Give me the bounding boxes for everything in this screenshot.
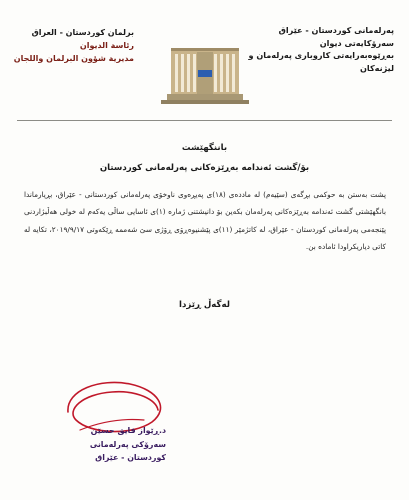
arabic-letterhead [13, 26, 134, 65]
invitation-heading: باننگهێشت [181, 143, 228, 153]
closing-greeting: لەگەڵ ڕێزدا [179, 300, 230, 310]
signatory-name: د.ڕێواز فایق حسێن [90, 426, 166, 435]
addressee-line: بۆ/گشت ئەندامە بەڕێزەکانی پەرلەمانی کوردستان [99, 163, 310, 173]
letterhead-line: لیژنەکان [360, 62, 394, 73]
letter-subject [0, 138, 409, 178]
letterhead-line: سەرۆکایەتی دیوان [319, 37, 394, 48]
letterhead-line: بەڕێوەبەرایەتی کاروباری پەرلەمان و [248, 50, 394, 60]
letter-body: پشت بەستن بە حوکمی بڕگەی (سێیەم) لە ماددەی (١٨)ی پەیڕەوی ناوخۆی پەرلەمانی کوردستانی - عێراق، بڕیارماندا بانگهێشتی گشت ئەندامە بەڕێزەکانی پەرلەمان بکەین بۆ دانیشتنی ژمارە (١)ی ئاسایی ساڵی یەکەم لە خولی هەڵبژاردنی پێنجەمی پەرلەمانی کوردستان - عێراق، لە کاتژمێر (١١)ی پێشنیوەڕۆی ڕۆژی سێ شەممە ڕێکەوتی ٢٠١٩/٩/١٧، تکایە لە کاتی دیاریکراودا ئامادە بن. [24, 190, 386, 251]
parliament-building-icon [157, 44, 253, 106]
kurdish-letterhead [249, 24, 395, 74]
signatory-title: سەرۆکی پەرلەمانی [89, 440, 166, 449]
letterhead-line: برلمان كوردستان - العراق [31, 28, 134, 37]
letterhead-line: رئاسة الديوان [79, 41, 134, 50]
signatory-organization: کوردستان - عێراق [95, 453, 166, 462]
header-divider [17, 120, 392, 121]
letterhead-line: مديرية شؤون البرلمان واللجان [13, 54, 134, 63]
letterhead-line: پەرلەمانی کوردستان - عێراق [278, 25, 394, 35]
